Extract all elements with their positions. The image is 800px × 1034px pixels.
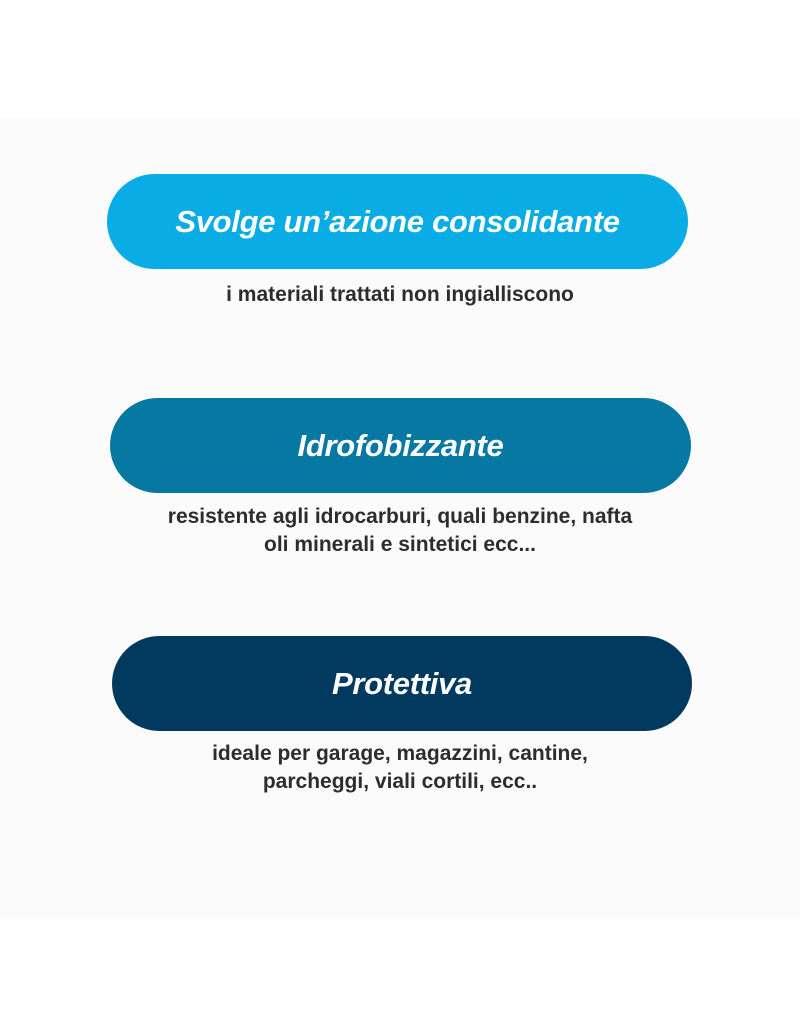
feature-description-line: oli minerali e sintetici ecc... bbox=[264, 533, 536, 556]
feature-description bbox=[0, 503, 800, 559]
feature-description bbox=[0, 740, 800, 796]
feature-description-line: parcheggi, viali cortili, ecc.. bbox=[262, 770, 538, 793]
feature-description bbox=[0, 281, 800, 309]
feature-description-line: ideale per garage, magazzini, cantine, bbox=[212, 742, 588, 765]
feature-title: Protettiva bbox=[332, 665, 472, 701]
feature-pill-consolidante bbox=[107, 174, 688, 269]
feature-title: Idrofobizzante bbox=[297, 427, 504, 463]
feature-description-line: i materiali trattati non ingialliscono bbox=[226, 283, 574, 306]
feature-pill-idrofobizzante bbox=[110, 398, 691, 493]
feature-pill-protettiva bbox=[112, 636, 692, 731]
feature-title: Svolge un’azione consolidante bbox=[175, 203, 620, 239]
feature-description-line: resistente agli idrocarburi, quali benzine, nafta bbox=[167, 505, 633, 528]
